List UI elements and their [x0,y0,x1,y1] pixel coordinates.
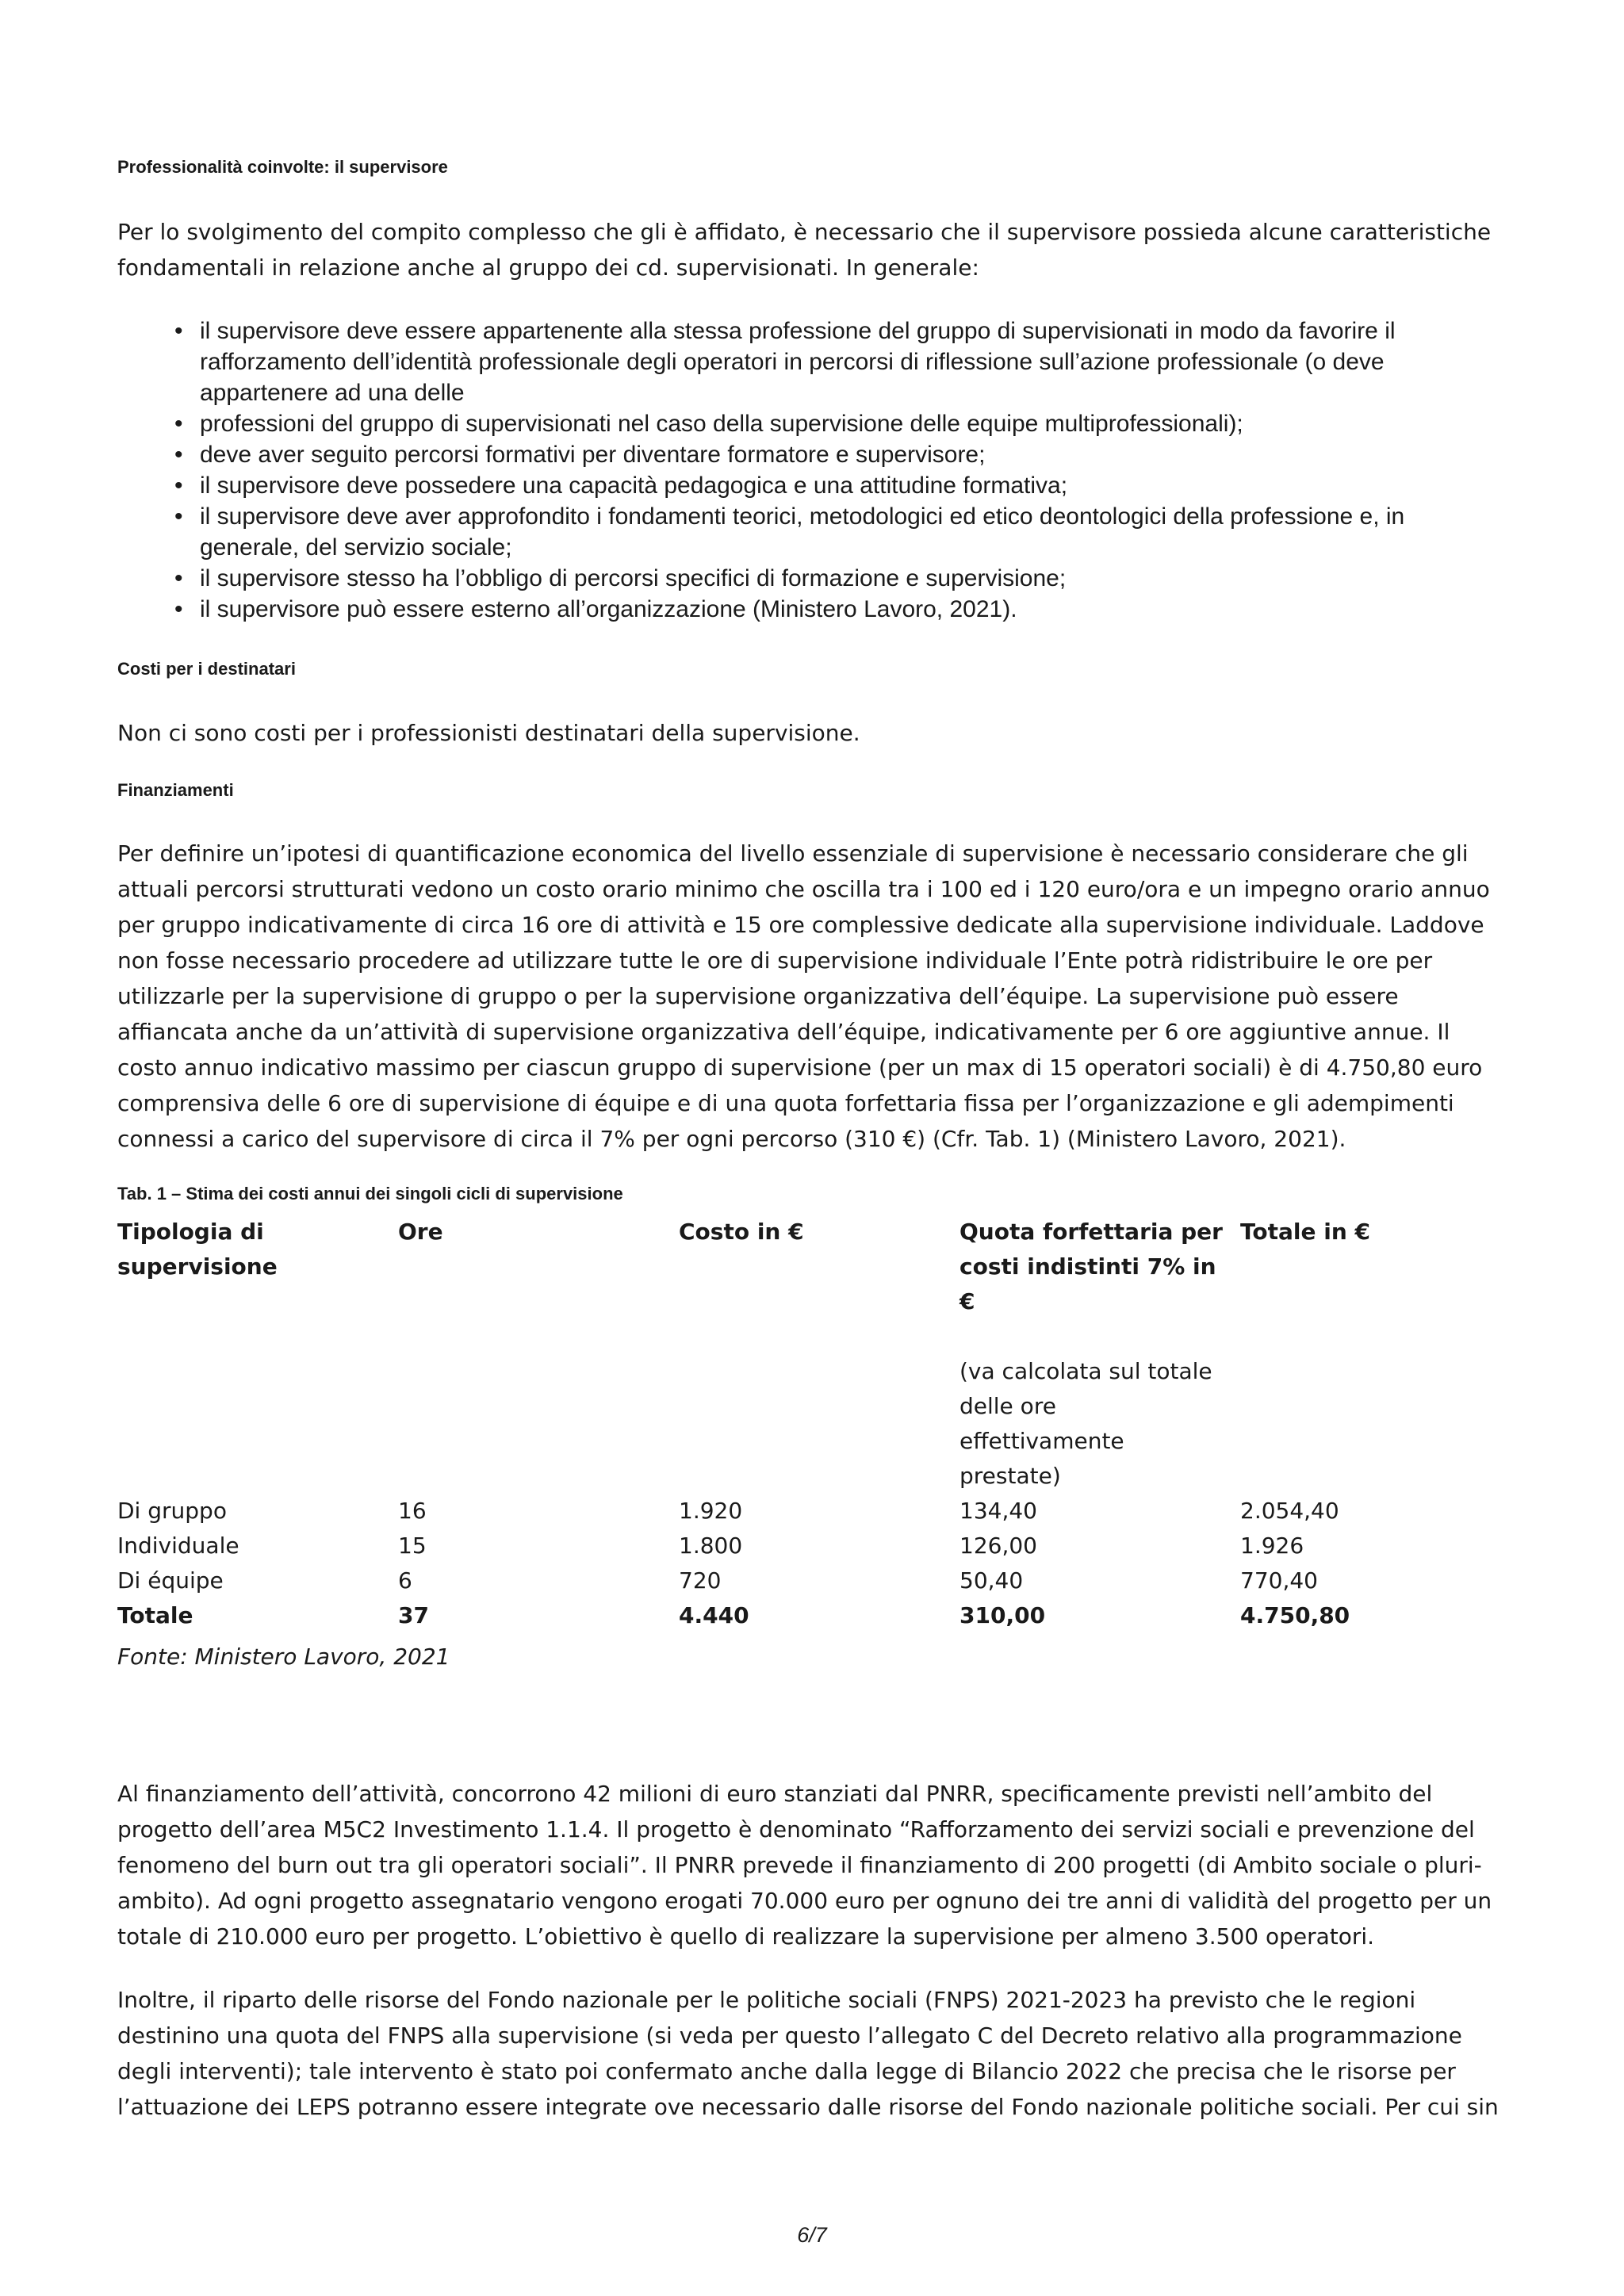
list-item-text: professioni del gruppo di supervisionati nel caso della supervisione delle equipe multiprofessionali); [200,411,1243,437]
cell-costo: 1.920 [679,1498,743,1524]
bullet-icon: • [174,318,183,344]
bullet-icon: • [174,473,183,499]
bullet-icon: • [174,442,183,468]
list-item-text: il supervisore stesso ha l’obbligo di percorsi specifici di formazione e supervisione; [200,565,1067,591]
total-totale: 4.750,80 [1240,1602,1350,1628]
supervisore-requirements-list [174,316,1475,625]
cell-totale: 770,40 [1240,1567,1318,1594]
cell-tipologia: Individuale [117,1533,239,1559]
section-heading-finanziamenti: Finanziamenti [117,780,234,800]
bullet-icon: • [174,503,183,530]
cell-totale: 2.054,40 [1240,1498,1339,1524]
list-item-text: il supervisore deve aver approfondito i fondamenti teorici, metodologici ed etico deontologici della professione e, in generale, del servizio sociale; [200,503,1405,561]
header-totale: Totale in € [1240,1219,1370,1245]
list-item [174,316,1475,408]
total-ore: 37 [398,1602,429,1628]
table-header-row [117,1215,1521,1494]
header-costo: Costo in € [679,1219,804,1245]
header-ore: Ore [398,1219,443,1245]
cost-estimate-table [117,1215,1521,1633]
section-heading-costi: Costi per i destinatari [117,659,296,679]
pnrr-paragraph: Al finanziamento dell’attività, concorrono 42 milioni di euro stanziati dal PNRR, specificamente previsti nell’ambito del progetto dell’area M5C2 Investimento 1.1.4. Il progetto è denominato “Rafforzamento dei servizi sociali e prevenzione del fenomeno del burn out tra gli operatori sociali”. Il PNRR prevede il finanziamento di 200 progetti (di Ambito sociale o pluri-ambito). Ad ogni progetto assegnatario vengono erogati 70.000 euro per ognuno dei tre anni di validità del progetto per un totale di 210.000 euro per progetto. L’obiettivo è quello di realizzare la supervisione per almeno 3.500 operatori. [117,1781,1492,1950]
section-heading-supervisore: Professionalità coinvolte: il supervisore [117,157,448,177]
list-item [174,501,1475,563]
list-item-text: deve aver seguito percorsi formativi per diventare formatore e supervisore; [200,442,986,468]
list-item-text: il supervisore deve essere appartenente alla stessa professione del gruppo di supervisionati in modo da favorire il rafforzamento dell’identità professionale degli operatori in percorsi di riflessione sull’azione professionale (o deve appartenere ad una delle [200,318,1396,406]
table-source: Fonte: Ministero Lavoro, 2021 [117,1644,450,1670]
cell-quota: 134,40 [959,1498,1037,1524]
table-caption: Tab. 1 – Stima dei costi annui dei singoli cicli di supervisione [117,1184,623,1203]
header-quota-note: (va calcolata sul totale delle ore effettivamente prestate) [959,1358,1212,1489]
cell-quota: 50,40 [959,1567,1024,1594]
cell-tipologia: Di gruppo [117,1498,227,1524]
cell-costo: 1.800 [679,1533,743,1559]
list-item [174,470,1475,501]
table-row [117,1494,1521,1529]
list-item [174,408,1475,439]
list-item [174,563,1475,594]
bullet-icon: • [174,411,183,437]
total-tipologia: Totale [117,1602,193,1628]
cell-ore: 16 [398,1498,427,1524]
list-item [174,594,1475,625]
list-item-text: il supervisore deve possedere una capacità pedagogica e una attitudine formativa; [200,473,1068,499]
total-quota: 310,00 [959,1602,1046,1628]
finanziamenti-paragraph: Per definire un’ipotesi di quantificazione economica del livello essenziale di supervisione è necessario considerare che gli attuali percorsi strutturati vedono un costo orario minimo che oscilla tra i 100 ed i 120 euro/ora e un impegno orario annuo per gruppo indicativamente di circa 16 ore di attività e 15 ore complessive dedicate alla supervisione individuale. Laddove non fosse necessario procedere ad utilizzare tutte le ore di supervisione individuale l’Ente potrà ridistribuire le ore per utilizzarle per la supervisione di gruppo o per la supervisione organizzativa dell’équipe. La supervisione può essere affiancata anche da un’attività di supervisione organizzativa dell’équipe, indicativamente per 6 ore aggiuntive annue. Il costo annuo indicativo massimo per ciascun gruppo di supervisione (per un max di 15 operatori sociali) è di 4.750,80 euro comprensiva delle 6 ore di supervisione di équipe e di una quota forfettaria fissa per l’organizzazione e gli adempimenti connessi a carico del supervisore di circa il 7% per ogni percorso (310 €) (Cfr. Tab. 1) (Ministero Lavoro, 2021). [117,840,1490,1152]
cell-tipologia: Di équipe [117,1567,224,1594]
header-quota-label: Quota forfettaria per costi indistinti 7% in € [959,1219,1223,1314]
cell-quota: 126,00 [959,1533,1037,1559]
table-total-row [117,1598,1521,1633]
table-row [117,1563,1521,1598]
bullet-icon: • [174,565,183,591]
cell-ore: 6 [398,1567,412,1594]
costi-paragraph: Non ci sono costi per i professionisti destinatari della supervisione. [117,720,860,746]
header-tipologia: Tipologia di supervisione [117,1219,278,1280]
table-row [117,1529,1521,1563]
total-costo: 4.440 [679,1602,749,1628]
bullet-icon: • [174,596,183,622]
header-quota [959,1215,1240,1494]
page-number: 6/7 [797,2223,827,2247]
cell-ore: 15 [398,1533,427,1559]
list-item [174,439,1475,470]
list-item-text: il supervisore può essere esterno all’organizzazione (Ministero Lavoro, 2021). [200,596,1017,622]
cell-costo: 720 [679,1567,722,1594]
cell-totale: 1.926 [1240,1533,1304,1559]
supervisore-intro-paragraph: Per lo svolgimento del compito complesso che gli è affidato, è necessario che il supervisore possieda alcune caratteristiche fondamentali in relazione anche al gruppo dei cd. supervisionati. In generale: [117,219,1492,281]
fnps-paragraph: Inoltre, il riparto delle risorse del Fondo nazionale per le politiche sociali (FNPS) 2021-2023 ha previsto che le regioni destinino una quota del FNPS alla supervisione (si veda per questo l’allegato C del Decreto relativo alla programmazione degli interventi); tale intervento è stato poi confermato anche dalla legge di Bilancio 2022 che precisa che le risorse per l’attuazione dei LEPS potranno essere integrate ove necessario dalle risorse del Fondo nazionale politiche sociali. Per cui sin [117,1987,1499,2120]
